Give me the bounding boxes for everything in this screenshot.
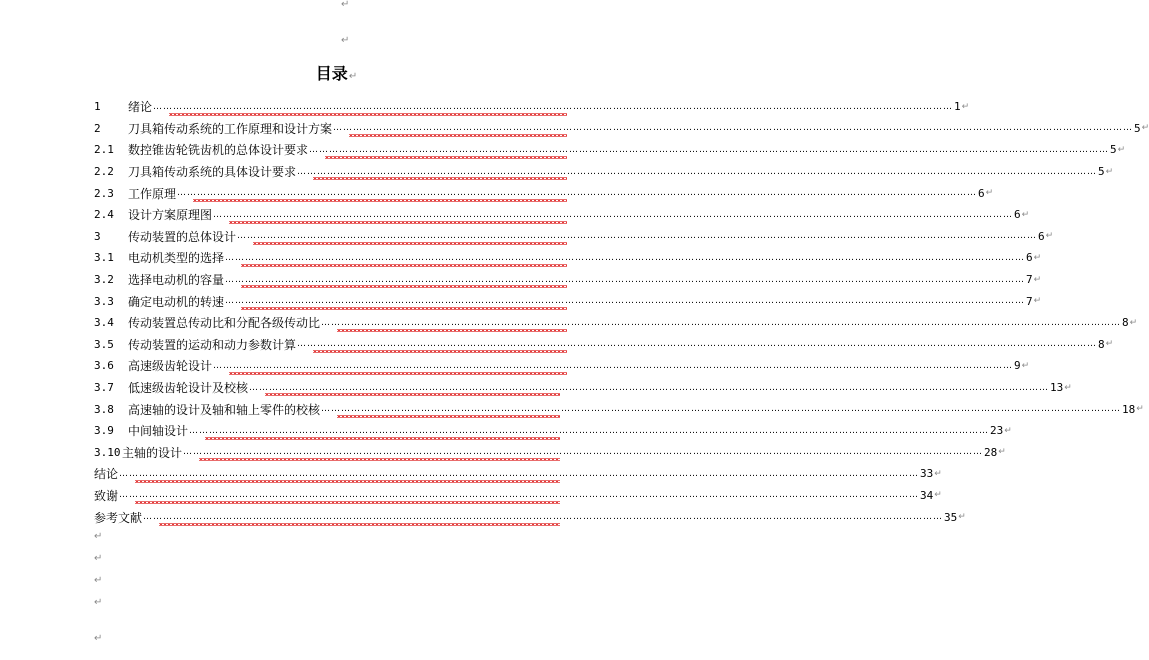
- toc-entry-page: 8: [1122, 316, 1129, 330]
- toc-title: [0, 64, 673, 87]
- toc-entry-label: 刀具箱传动系统的工作原理和设计方案: [128, 121, 333, 136]
- paragraph-mark-icon: ↵: [961, 101, 970, 112]
- toc-entry-label: 绪论: [128, 100, 153, 115]
- toc-entry[interactable]: [94, 182, 994, 204]
- toc-entry-page: 7: [1026, 273, 1033, 287]
- toc-entry-label: 设计方案原理图: [128, 208, 213, 223]
- toc-entry[interactable]: [94, 226, 1054, 248]
- toc-entry-page: 13: [1050, 381, 1064, 395]
- dot-leader: ……………………………………………………………………………………………………………………………………………………………………………………………………………………: [189, 425, 990, 436]
- toc-entry[interactable]: [94, 118, 1149, 140]
- dot-leader: ……………………………………………………………………………………………………………………………………………………………………………………………………………………: [119, 490, 920, 501]
- dot-leader: ……………………………………………………………………………………………………………………………………………………………………………………………………………………: [213, 209, 1014, 220]
- toc-entry-label: 中间轴设计: [128, 424, 189, 439]
- toc-entry-label: 数控锥齿轮铣齿机的总体设计要求: [128, 143, 309, 158]
- spellcheck-underline: [199, 458, 560, 461]
- toc-entry-label: 传动装置总传动比和分配各级传动比: [128, 316, 321, 331]
- dot-leader: ……………………………………………………………………………………………………………………………………………………………………………………………………………………: [183, 447, 984, 458]
- paragraph-mark-icon: ↵: [348, 71, 358, 82]
- toc-entry-page: 6: [978, 186, 985, 200]
- dot-leader: ……………………………………………………………………………………………………………………………………………………………………………………………………………………: [225, 296, 1026, 307]
- paragraph-mark-icon: ↵: [958, 512, 966, 523]
- paragraph-mark-icon: ↵: [1136, 404, 1144, 415]
- dot-leader: ……………………………………………………………………………………………………………………………………………………………………………………………………………………: [321, 404, 1122, 415]
- paragraph-mark-icon: ↵: [1105, 166, 1114, 177]
- paragraph-mark-icon: ↵: [1021, 360, 1030, 371]
- spellcheck-underline: [337, 415, 560, 418]
- dot-leader: ……………………………………………………………………………………………………………………………………………………………………………………………………………………: [177, 188, 978, 199]
- toc-entry-page: 6: [1014, 208, 1021, 222]
- toc-entry-label: 传动装置的运动和动力参数计算: [128, 337, 297, 352]
- paragraph-mark-icon: ↵: [1045, 231, 1054, 242]
- toc-entry[interactable]: [94, 442, 1006, 464]
- toc-entry-number: 3.9: [94, 424, 114, 438]
- dot-leader: ……………………………………………………………………………………………………………………………………………………………………………………………………………………: [297, 166, 1098, 177]
- paragraph-mark-icon: ↵: [1021, 209, 1030, 220]
- toc-entry-label: 电动机类型的选择: [128, 251, 225, 266]
- paragraph-mark-icon: ↵: [341, 35, 350, 46]
- table-of-contents: [94, 96, 1149, 528]
- spellcheck-underline: [313, 177, 567, 180]
- toc-entry[interactable]: [94, 334, 1114, 356]
- dot-leader: ……………………………………………………………………………………………………………………………………………………………………………………………………………………: [225, 274, 1026, 285]
- spellcheck-underline: [135, 480, 560, 483]
- paragraph-mark-icon: ↵: [998, 447, 1006, 458]
- toc-entry-label: 确定电动机的转速: [128, 294, 225, 309]
- toc-entry-number: 3.7: [94, 381, 114, 395]
- toc-entry-number: 3.10: [94, 445, 121, 459]
- spellcheck-underline: [241, 264, 567, 267]
- toc-entry[interactable]: [94, 377, 1072, 399]
- toc-entry-page: 7: [1026, 294, 1033, 308]
- dot-leader: ……………………………………………………………………………………………………………………………………………………………………………………………………………………: [321, 317, 1122, 328]
- toc-entry-page: 9: [1014, 359, 1021, 373]
- toc-entry-label: 结论: [94, 467, 119, 482]
- toc-entry-page: 18: [1122, 402, 1136, 416]
- toc-entry-page: 6: [1026, 251, 1033, 265]
- toc-entry-page: 5: [1098, 165, 1105, 179]
- toc-entry[interactable]: [94, 355, 1030, 377]
- toc-entry-number: 3.4: [94, 316, 114, 330]
- toc-entry-page: 28: [984, 445, 998, 459]
- spellcheck-underline: [193, 199, 567, 202]
- dot-leader: ……………………………………………………………………………………………………………………………………………………………………………………………………………………: [119, 468, 920, 479]
- toc-entry-label: 工作原理: [128, 186, 177, 201]
- toc-entry-number: 2.1: [94, 143, 114, 157]
- toc-entry-number: 3.8: [94, 402, 114, 416]
- toc-entry-label: 高速轴的设计及轴和轴上零件的校核: [128, 402, 321, 417]
- toc-title-text: 目录: [315, 64, 348, 83]
- toc-entry-number: 2.2: [94, 165, 114, 179]
- toc-entry[interactable]: [94, 139, 1126, 161]
- spellcheck-underline: [229, 372, 567, 375]
- toc-entry[interactable]: [94, 161, 1114, 183]
- toc-entry-label: 低速级齿轮设计及校核: [128, 381, 249, 396]
- paragraph-mark-icon: ↵: [1033, 252, 1042, 263]
- dot-leader: ……………………………………………………………………………………………………………………………………………………………………………………………………………………: [249, 382, 1050, 393]
- spellcheck-underline: [159, 523, 560, 526]
- toc-entry-number: 3.6: [94, 359, 114, 373]
- toc-entry-number: 3.1: [94, 251, 114, 265]
- dot-leader: ……………………………………………………………………………………………………………………………………………………………………………………………………………………: [225, 252, 1026, 263]
- spellcheck-underline: [135, 501, 560, 504]
- paragraph-mark-icon: ↵: [934, 490, 942, 501]
- toc-entry-page: 33: [920, 467, 934, 481]
- toc-entry-label: 高速级齿轮设计: [128, 359, 213, 374]
- toc-entry-number: 3: [94, 229, 101, 243]
- spellcheck-underline: [229, 221, 567, 224]
- toc-entry-label: 刀具箱传动系统的具体设计要求: [128, 165, 297, 180]
- toc-entry-page: 6: [1038, 229, 1045, 243]
- toc-entry-label: 致谢: [94, 488, 119, 503]
- dot-leader: ……………………………………………………………………………………………………………………………………………………………………………………………………………………: [297, 339, 1098, 350]
- toc-entry[interactable]: [94, 290, 1042, 312]
- paragraph-mark-icon: ↵: [94, 597, 103, 608]
- toc-entry-label: 选择电动机的容量: [128, 273, 225, 288]
- toc-entry-number: 3.3: [94, 294, 114, 308]
- dot-leader: ……………………………………………………………………………………………………………………………………………………………………………………………………………………: [153, 101, 954, 112]
- spellcheck-underline: [265, 393, 560, 396]
- toc-entry-page: 35: [944, 510, 958, 524]
- toc-entry-number: 3.5: [94, 337, 114, 351]
- paragraph-mark-icon: ↵: [1129, 317, 1138, 328]
- toc-entry-page: 34: [920, 488, 934, 502]
- spellcheck-underline: [241, 285, 567, 288]
- dot-leader: ……………………………………………………………………………………………………………………………………………………………………………………………………………………: [143, 512, 944, 523]
- paragraph-mark-icon: ↵: [94, 553, 103, 564]
- paragraph-mark-icon: ↵: [1105, 339, 1114, 350]
- toc-entry-label: 主轴的设计: [122, 445, 183, 460]
- paragraph-mark-icon: ↵: [1033, 274, 1042, 285]
- toc-entry-label: 参考文献: [94, 510, 143, 525]
- toc-entry[interactable]: [94, 398, 1144, 420]
- paragraph-mark-icon: ↵: [1064, 382, 1072, 393]
- toc-entry-page: 5: [1110, 143, 1117, 157]
- toc-entry[interactable]: [94, 506, 966, 528]
- toc-entry-page: 5: [1134, 121, 1141, 135]
- spellcheck-underline: [337, 329, 567, 332]
- spellcheck-underline: [205, 437, 560, 440]
- paragraph-mark-icon: ↵: [94, 531, 103, 542]
- toc-entry[interactable]: [94, 420, 1012, 442]
- spellcheck-underline: [313, 350, 567, 353]
- toc-entry-label: 传动装置的总体设计: [128, 229, 237, 244]
- dot-leader: ……………………………………………………………………………………………………………………………………………………………………………………………………………………: [309, 144, 1110, 155]
- spellcheck-underline: [325, 156, 567, 159]
- spellcheck-underline: [241, 307, 567, 310]
- toc-entry-page: 23: [990, 424, 1004, 438]
- toc-entry-number: 2.4: [94, 208, 114, 222]
- toc-entry[interactable]: [94, 312, 1138, 334]
- paragraph-mark-icon: ↵: [1033, 296, 1042, 307]
- toc-entry-page: 1: [954, 100, 961, 114]
- toc-entry[interactable]: [94, 96, 970, 118]
- spellcheck-underline: [349, 134, 567, 137]
- paragraph-mark-icon: ↵: [985, 188, 994, 199]
- dot-leader: ……………………………………………………………………………………………………………………………………………………………………………………………………………………: [333, 123, 1134, 134]
- paragraph-mark-icon: ↵: [94, 633, 103, 644]
- toc-entry-number: 3.2: [94, 273, 114, 287]
- toc-entry-page: 8: [1098, 337, 1105, 351]
- toc-entry[interactable]: [94, 463, 942, 485]
- toc-entry-number: 1: [94, 100, 101, 114]
- paragraph-mark-icon: ↵: [934, 468, 942, 479]
- paragraph-mark-icon: ↵: [94, 575, 103, 586]
- spellcheck-underline: [169, 113, 567, 116]
- toc-entry[interactable]: [94, 269, 1042, 291]
- toc-entry-number: 2: [94, 121, 101, 135]
- toc-entry[interactable]: [94, 485, 942, 507]
- dot-leader: ……………………………………………………………………………………………………………………………………………………………………………………………………………………: [213, 360, 1014, 371]
- paragraph-mark-icon: ↵: [1141, 123, 1149, 134]
- toc-entry-number: 2.3: [94, 186, 114, 200]
- toc-entry[interactable]: [94, 204, 1030, 226]
- spellcheck-underline: [253, 242, 567, 245]
- paragraph-mark-icon: ↵: [341, 0, 350, 10]
- paragraph-mark-icon: ↵: [1117, 144, 1126, 155]
- paragraph-mark-icon: ↵: [1004, 425, 1012, 436]
- dot-leader: ……………………………………………………………………………………………………………………………………………………………………………………………………………………: [237, 231, 1038, 242]
- toc-entry[interactable]: [94, 247, 1042, 269]
